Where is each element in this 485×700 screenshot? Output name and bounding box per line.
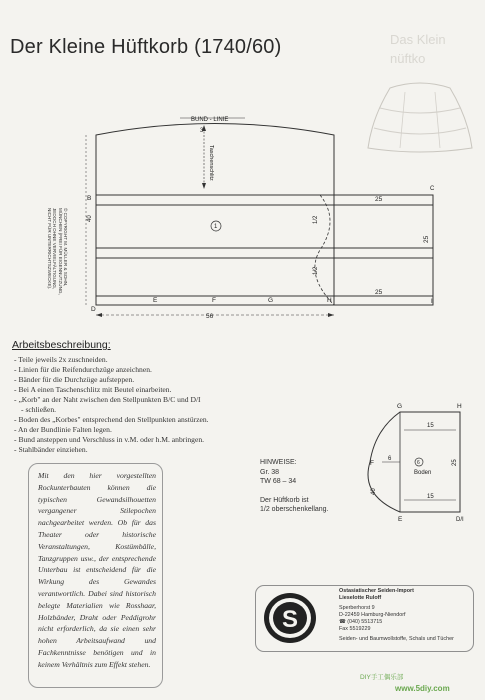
list-item: - „Korb" an der Naht zwischen den Stellpunkten B/C und D/I bbox=[14, 395, 314, 405]
company-fax: Fax 5519229 bbox=[339, 626, 371, 633]
company-street: Sperberhorst 9 bbox=[339, 604, 375, 611]
list-item: - Stahlbänder einziehen. bbox=[14, 445, 314, 455]
point-i: I bbox=[431, 299, 433, 305]
dim-half-2: 1/2 bbox=[313, 266, 319, 275]
company-text bbox=[339, 588, 454, 643]
boden-number: 6 bbox=[417, 460, 420, 466]
piece-number: 1 bbox=[214, 224, 218, 230]
list-item: - Boden des „Korbes" entsprechend den Stellpunkten anstürzen. bbox=[14, 415, 314, 425]
bleed-through-title: Das Klein nüftko bbox=[390, 32, 446, 66]
watermark: DIY手工偶乐部 bbox=[360, 674, 404, 681]
dim-half-1: 1/2 bbox=[313, 215, 319, 224]
dim-25-bottom: 25 bbox=[375, 289, 383, 296]
list-item: - Bund ansteppen und Verschluss in v.M. oder h.M. anbringen. bbox=[14, 435, 314, 445]
point-g: G bbox=[268, 297, 274, 304]
dim-3: 3 bbox=[200, 128, 204, 134]
company-city: D-22459 Hamburg-Niendorf bbox=[339, 611, 406, 618]
point-f: F bbox=[212, 297, 216, 304]
note-text: Mit den hier vorgestellten Rockunterbauten können die typischen Gewandsilhouetten vergangener Stilepochen nachgearbeitet werden. Ob für das Theater oder historische Veranstaltungen, Kostümbälle, Tanzgruppen usw., der entsprechende Unterbau ist entscheidend für die Wirkung des Gewandes verantwortlich. Dabei sind historisch belegte Materialien wie Rosshaar, Holzbänder, Draht oder Peddigrohr nicht erforderlich, da sie einen sehr hohen Arbeitsaufwand und Fachkenntnisse benötigen und in keinem Verhältnis zum Effekt stehen. bbox=[38, 471, 156, 669]
point-b: B bbox=[87, 195, 92, 202]
page-title: Der Kleine Hüftkorb (1740/60) bbox=[10, 36, 282, 58]
company-logo-icon bbox=[262, 591, 318, 645]
point-c: C bbox=[430, 186, 435, 192]
point-d: D bbox=[91, 306, 96, 313]
boden-dim-40: 40 bbox=[371, 488, 377, 495]
boden-label: Boden bbox=[414, 470, 432, 476]
company-tagline: Seiden- und Baumwollstoffe, Schals und Tücher bbox=[339, 635, 454, 642]
boden-point-h: H bbox=[457, 403, 462, 410]
list-item: - Bei A einen Taschenschlitz mit Beutel einarbeiten. bbox=[14, 385, 314, 395]
dim-25-top: 25 bbox=[375, 196, 383, 203]
boden-dim-15-top: 15 bbox=[427, 423, 434, 429]
main-pattern-diagram bbox=[0, 0, 485, 340]
boden-dim-25: 25 bbox=[452, 459, 458, 466]
taschenschlitz-label: Taschenschlitz bbox=[208, 145, 214, 181]
company-name: Ostasiatischer Seiden-Import bbox=[339, 588, 414, 594]
list-item: - Bänder für die Durchzüge aufsteppen. bbox=[14, 375, 314, 385]
dim-56: 56 bbox=[206, 313, 214, 320]
point-e: E bbox=[153, 297, 158, 304]
hinweise: HINWEISE: Gr. 38 TW 68 – 34 Der Hüftkorb ist 1/2 oberschenkellang. bbox=[260, 459, 329, 513]
boden-point-di: D/I bbox=[456, 517, 464, 523]
boden-dim-6: 6 bbox=[388, 456, 392, 462]
boden-point-e: E bbox=[398, 516, 403, 523]
boden-pattern-diagram bbox=[330, 400, 480, 525]
boden-dim-15-bottom: 15 bbox=[427, 494, 434, 500]
boden-point-g: G bbox=[397, 403, 403, 410]
list-item: - Linien für die Reifendurchzüge anzeichnen. bbox=[14, 365, 314, 375]
arbeitsbeschreibung-list bbox=[14, 355, 314, 455]
dim-25-right: 25 bbox=[423, 235, 430, 243]
company-owner: Lieselotte Ruloff bbox=[339, 595, 382, 602]
bund-label: BUND - LINIE bbox=[191, 117, 229, 123]
point-h: H bbox=[327, 297, 332, 304]
arbeitsbeschreibung-heading: Arbeitsbeschreibung: bbox=[12, 339, 111, 351]
dim-40: 40 bbox=[87, 215, 93, 222]
list-item: - An der Bundlinie Falten legen. bbox=[14, 425, 314, 435]
boden-point-f: F bbox=[370, 460, 374, 467]
hinweise-heading: HINWEISE: bbox=[260, 459, 297, 466]
copyright-notice: © COPYRIGHT M. MÜLLER & SOHN, MÜNCHEN (FREI FÜR EIGENNUTZUNG, JEDOCH OHNE VERVIELFÄLTIGUNG, NICHT FÜR UNTERRICHTSZWECKE). bbox=[46, 208, 68, 295]
company-phone: ☎ (040) 5513715 bbox=[339, 619, 383, 626]
watermark-url: www.5diy.com bbox=[395, 684, 450, 693]
list-item: - Teile jeweils 2x zuschneiden. bbox=[14, 355, 314, 365]
company-logo-letter: S bbox=[281, 606, 299, 633]
list-item: - schließen. bbox=[14, 405, 314, 415]
